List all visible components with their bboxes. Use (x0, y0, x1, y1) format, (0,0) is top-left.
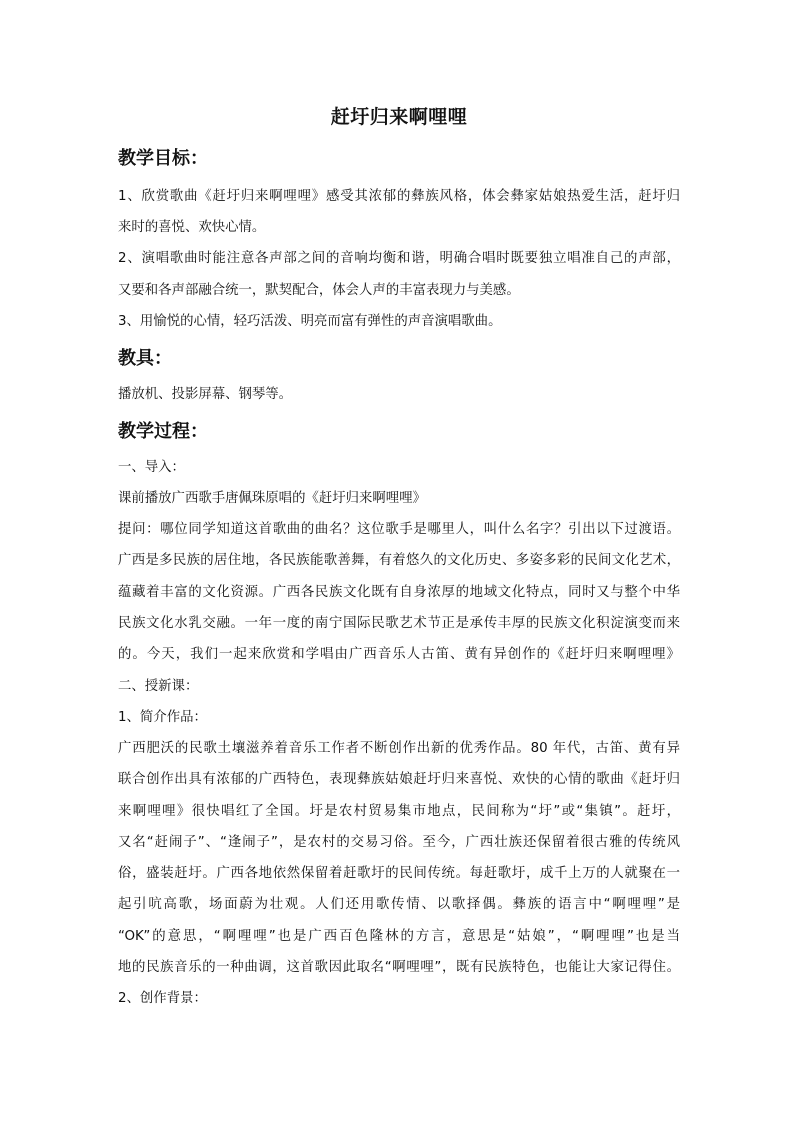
objectives-line: 1、欣赏歌曲《赶圩归来啊哩哩》感受其浓郁的彝族风格，体会彝家姑娘热爱生活，赶圩归 (118, 189, 680, 204)
process-line: 俗，盛装赶圩。广西各地依然保留着赶歌圩的民间传统。每赶歌圩，成千上万的人就聚在一 (118, 866, 680, 881)
tools-heading: 教具： (118, 348, 172, 369)
process-line: 1、简介作品： (118, 710, 207, 725)
process-line: 地的民族音乐的一种曲调，这首歌因此取名“啊哩哩”，既有民族特色，也能让大家记得住。 (118, 960, 680, 975)
process-line: 2、创作背景： (118, 991, 207, 1006)
process-line: 的。今天，我们一起来欣赏和学唱由广西音乐人古笛、黄有异创作的《赶圩归来啊哩哩》 (118, 647, 680, 662)
process-line: 提问：哪位同学知道这首歌曲的曲名？这位歌手是哪里人，叫什么名字？引出以下过渡语。 (118, 522, 680, 537)
process-line: 课前播放广西歌手唐佩珠原唱的《赶圩归来啊哩哩》 (118, 491, 426, 506)
objectives-line: 来时的喜悦、欢快心情。 (118, 220, 266, 235)
objectives-line: 2、演唱歌曲时能注意各声部之间的音响均衡和谐，明确合唱时既要独立唱准自己的声部， (118, 251, 680, 266)
objectives-line: 又要和各声部融合统一，默契配合，体会人声的丰富表现力与美感。 (118, 283, 520, 298)
document-title: 赶圩归来啊哩哩 (330, 106, 468, 128)
process-line: 广西肥沃的民歌土壤滋养着音乐工作者不断创作出新的优秀作品。80 年代，古笛、黄有异 (118, 741, 680, 756)
process-line: 民族文化水乳交融。一年一度的南宁国际民歌艺术节正是承传丰厚的民族文化积淀演变而来 (118, 616, 680, 631)
process-line: 来啊哩哩》很快唱红了全国。圩是农村贸易集市地点，民间称为“圩”或“集镇”。赶圩， (118, 804, 680, 819)
process-line: 二、授新课： (118, 679, 199, 694)
objectives-heading: 教学目标： (118, 148, 208, 169)
process-line: 广西是多民族的居住地，各民族能歌善舞，有着悠久的文化历史、多姿多彩的民间文化艺术， (118, 553, 680, 568)
process-line: 一、导入： (118, 460, 185, 475)
process-line: 起引吭高歌，场面蔚为壮观。人们还用歌传情、以歌择偶。彝族的语言中“啊哩哩”是 (118, 897, 680, 912)
process-line: “OK”的意思，“啊哩哩”也是广西百色隆林的方言，意思是“姑娘”，“啊哩哩”也是当 (118, 929, 680, 944)
process-line: 联合创作出具有浓郁的广西特色，表现彝族姑娘赶圩归来喜悦、欢快的心情的歌曲《赶圩归 (118, 772, 680, 787)
process-heading: 教学过程： (118, 421, 208, 442)
process-line: 又名“赶闹子”、“逢闹子”，是农村的交易习俗。至今，广西壮族还保留着很古雅的传统风 (118, 835, 680, 850)
process-line: 蕴藏着丰富的文化资源。广西各民族文化既有自身浓厚的地域文化特点，同时又与整个中华 (118, 585, 680, 600)
tools-line: 播放机、投影屏幕、钢琴等。 (118, 387, 293, 402)
objectives-line: 3、用愉悦的心情，轻巧活泼、明亮而富有弹性的声音演唱歌曲。 (118, 314, 502, 329)
